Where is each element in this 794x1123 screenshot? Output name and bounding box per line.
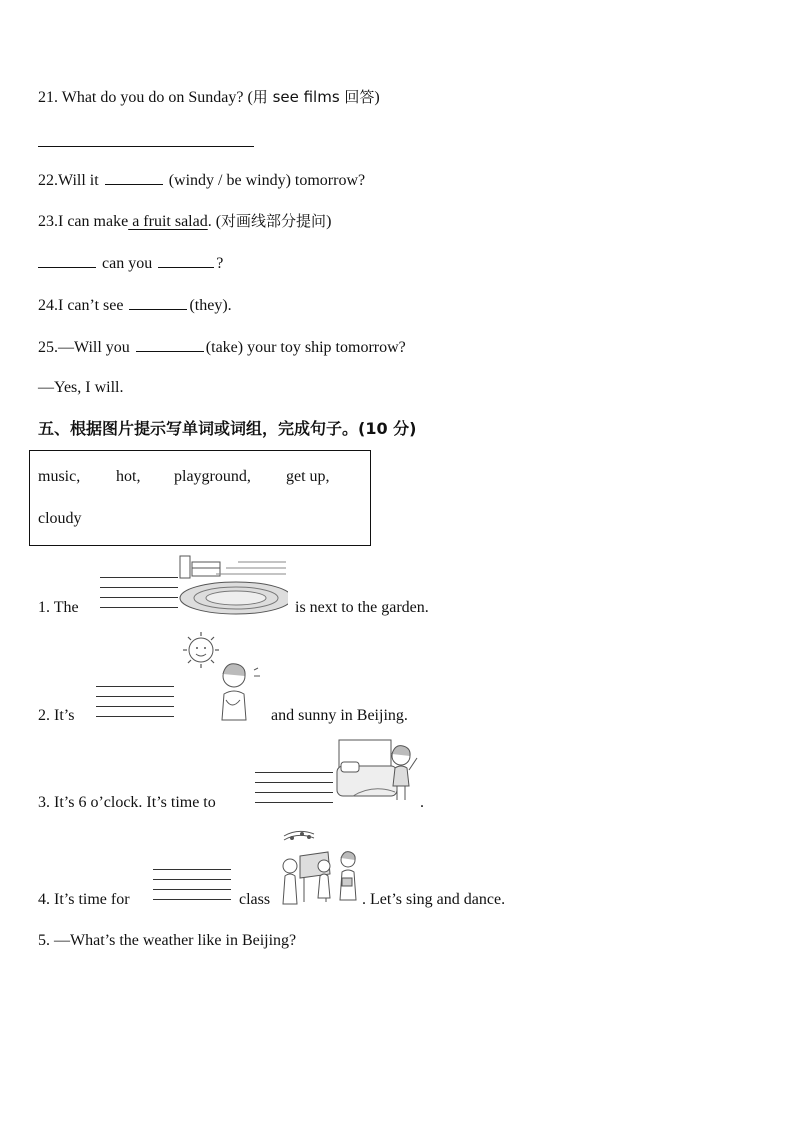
question-23-qmark: ? — [216, 255, 224, 272]
question-24-pre: 24.I can’t see — [38, 297, 124, 314]
music-class-illustration-icon — [278, 828, 362, 910]
picture-question-2-post: and sunny in Beijing. — [271, 707, 408, 724]
question-21-hint: 用 see films 回答 — [252, 88, 375, 106]
playground-illustration-icon — [178, 554, 288, 616]
question-21-close: ) — [374, 89, 380, 106]
question-25 — [38, 337, 406, 358]
blank-25[interactable] — [136, 337, 204, 352]
question-21-text: 21. What do you do on Sunday? ( — [38, 89, 253, 106]
question-23-hint: 对画线部分提问 — [221, 212, 327, 230]
section-5-title: 五、根据图片提示写单词或词组，完成句子。(10 分) — [38, 419, 417, 438]
question-24-post: (they). — [189, 297, 232, 314]
blank-24[interactable] — [129, 295, 187, 310]
question-22-post: (windy / be windy) tomorrow? — [168, 172, 366, 189]
question-23-post: . ( — [207, 213, 222, 230]
question-23-answer — [38, 253, 223, 274]
question-22-pre: 22.Will it — [38, 172, 99, 189]
word-bank-item: music, — [38, 468, 81, 485]
question-23-close: ) — [326, 213, 332, 230]
blank-23a[interactable] — [38, 253, 96, 268]
picture-question-4-mid: class — [239, 891, 271, 908]
word-bank-item: get up, — [286, 468, 330, 485]
word-bank-item: hot, — [116, 468, 141, 485]
hot-sun-illustration-icon — [174, 630, 266, 726]
four-line-grid-3[interactable] — [255, 772, 333, 812]
four-line-grid-1[interactable] — [100, 577, 178, 617]
question-23 — [38, 211, 331, 232]
picture-question-3-pre: 3. It’s 6 o’clock. It’s time to — [38, 794, 216, 811]
picture-question-1-post: is next to the garden. — [295, 599, 429, 616]
four-line-grid-4[interactable] — [153, 869, 231, 909]
blank-23b[interactable] — [158, 253, 214, 268]
question-25-post: (take) your toy ship tomorrow? — [205, 339, 406, 356]
word-bank-item: playground, — [174, 468, 251, 485]
question-25-reply-text: —Yes, I will. — [38, 379, 124, 396]
four-line-grid-2[interactable] — [96, 686, 174, 726]
get-up-illustration-icon — [333, 738, 423, 808]
question-25-pre: 25.—Will you — [38, 339, 130, 356]
picture-question-1-pre: 1. The — [38, 599, 79, 616]
question-22 — [38, 170, 365, 191]
blank-22[interactable] — [105, 170, 163, 185]
picture-question-5: 5. —What’s the weather like in Beijing? — [38, 932, 297, 949]
word-bank — [29, 450, 371, 546]
word-bank-item: cloudy — [38, 510, 82, 527]
question-23-pre: 23.I can make — [38, 213, 129, 230]
question-23-underlined: a fruit salad — [128, 213, 208, 230]
picture-question-3-post: . — [420, 794, 424, 811]
question-23-mid: can you — [102, 255, 153, 272]
picture-question-2-pre: 2. It’s — [38, 707, 75, 724]
picture-question-4-pre: 4. It’s time for — [38, 891, 130, 908]
question-21 — [38, 87, 380, 108]
question-24 — [38, 295, 232, 316]
picture-question-4-post: . Let’s sing and dance. — [362, 891, 506, 908]
question-25-reply — [38, 378, 124, 398]
answer-line-21[interactable] — [38, 146, 254, 147]
